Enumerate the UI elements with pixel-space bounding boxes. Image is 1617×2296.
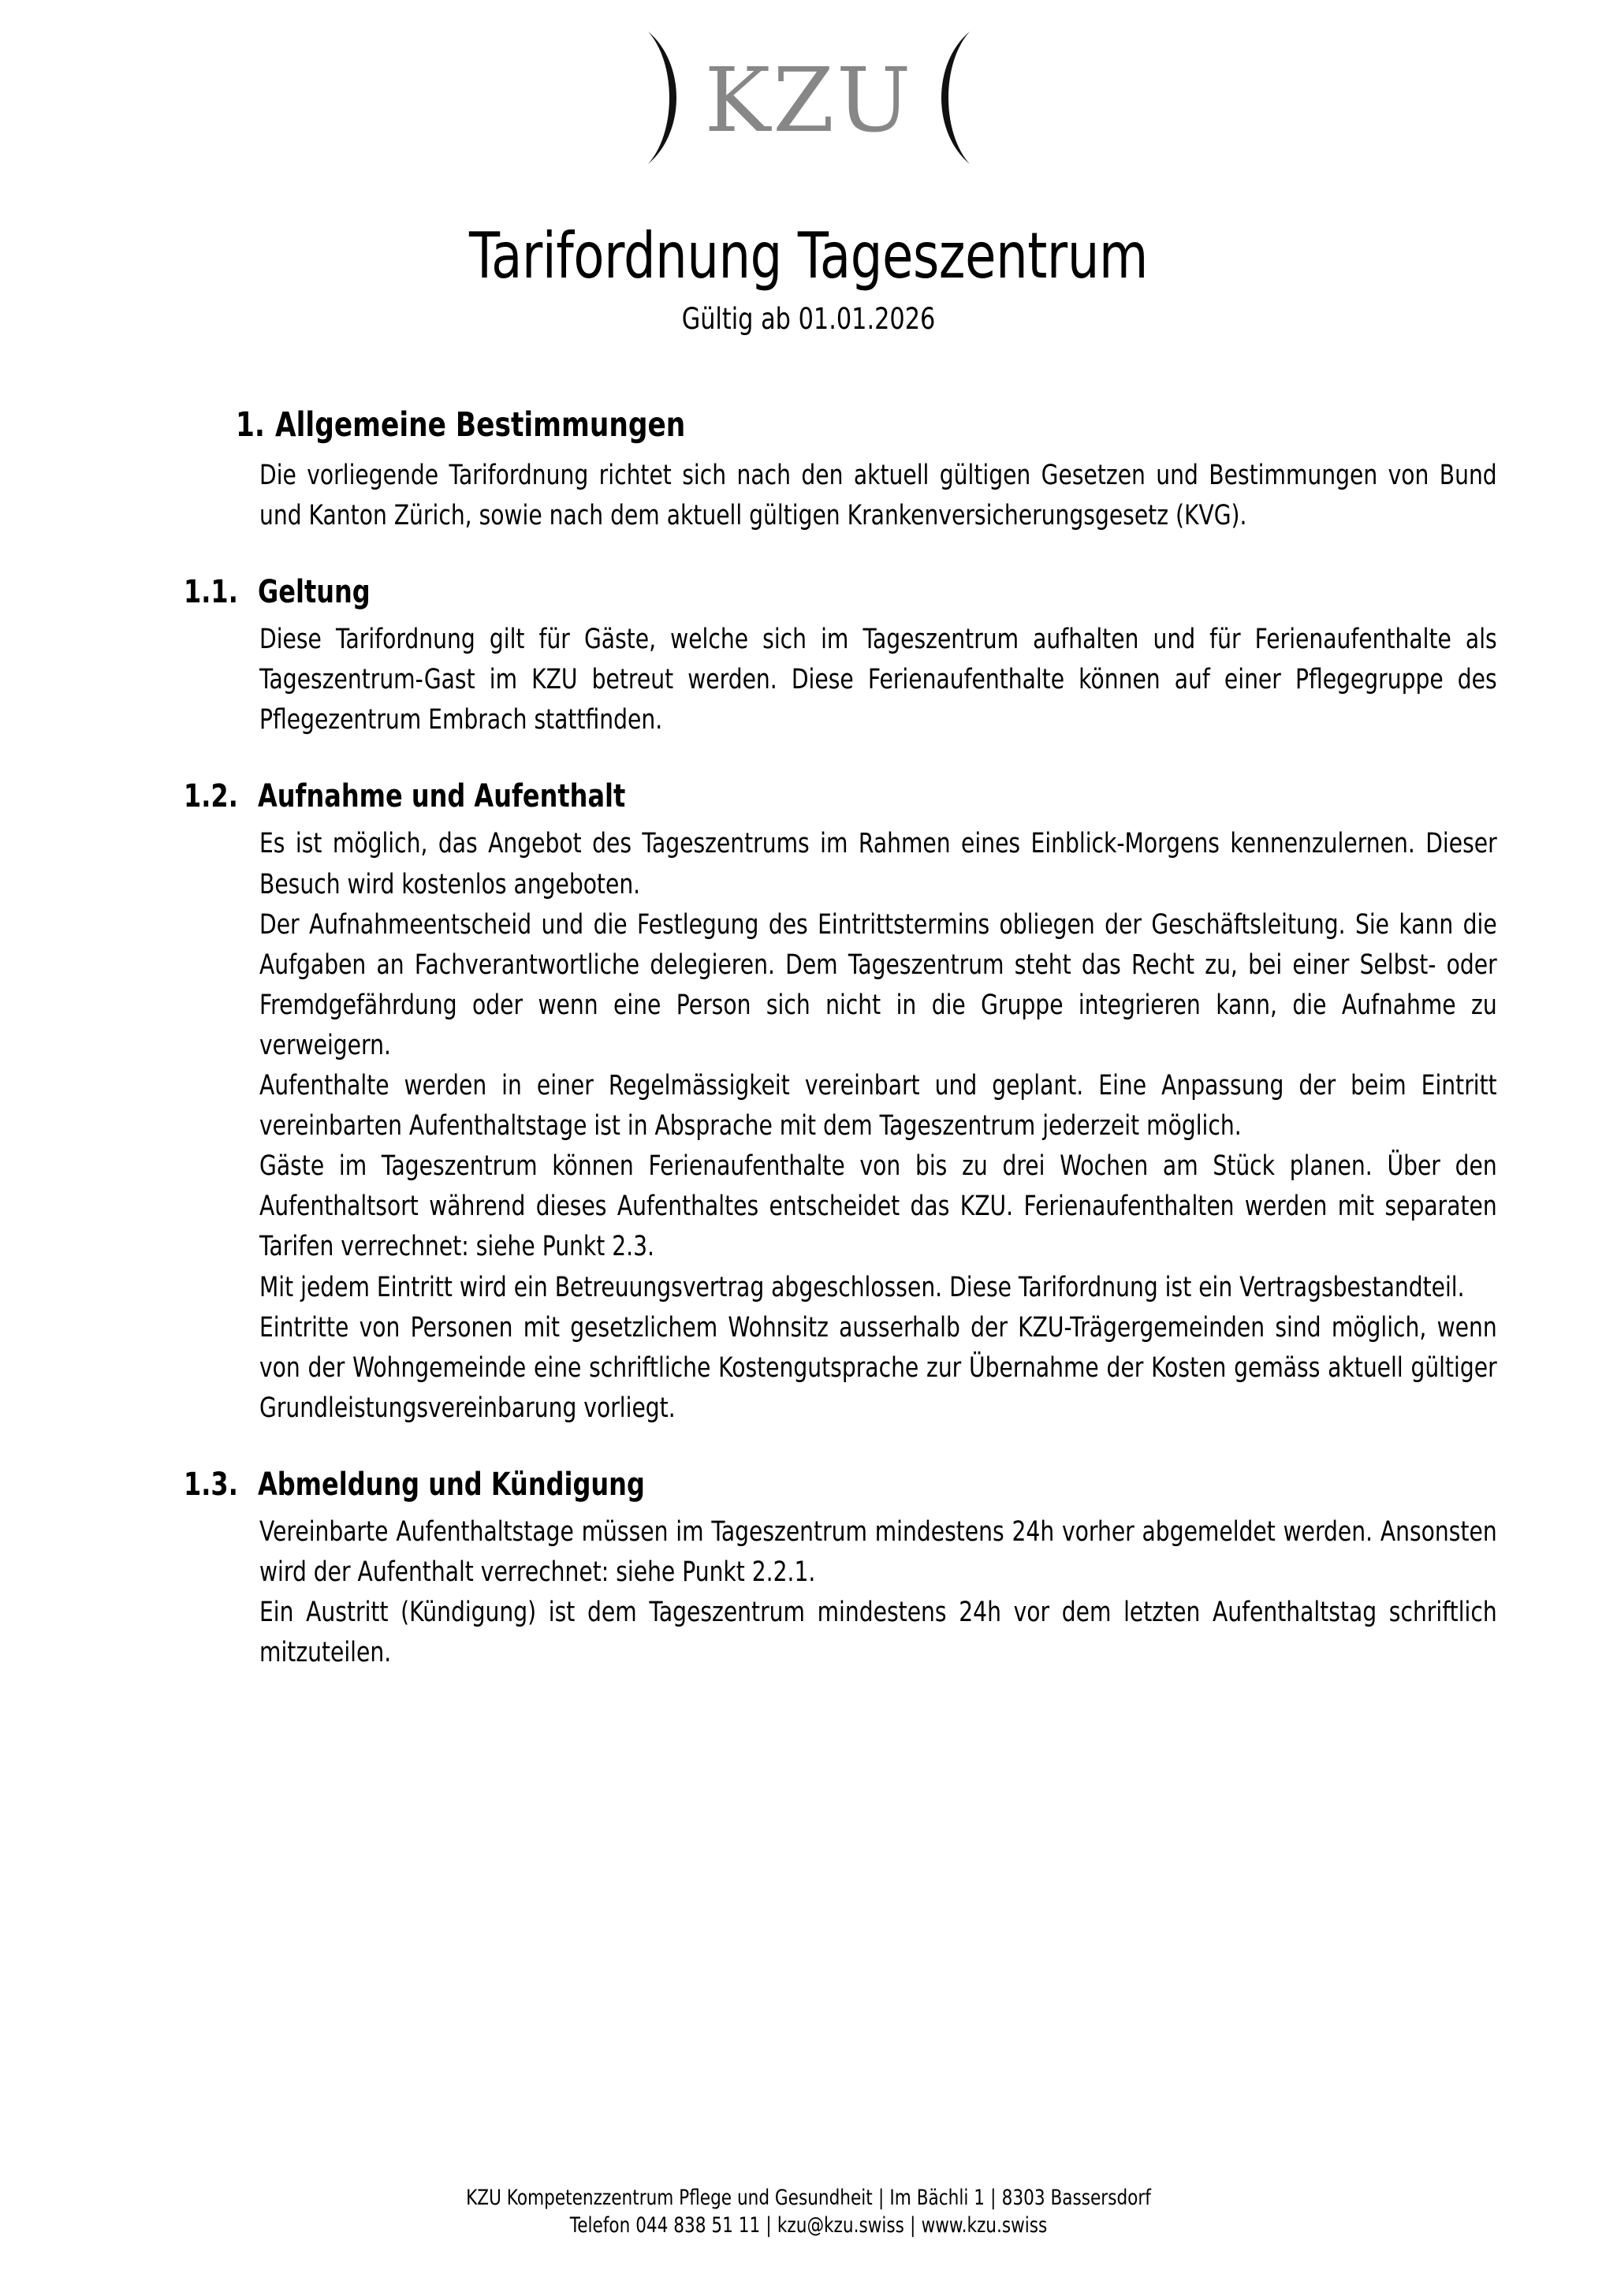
- footer-line-contact: [162, 2212, 1455, 2239]
- kzu-logo-graphic: [628, 27, 990, 169]
- paragraph: Vereinbarte Aufenthaltstage müssen im Tageszentrum mindestens 24h vorher abgemeldet werden. Ansonsten wird der Aufenthalt verrechnet: siehe Punkt 2.2.1.: [259, 1515, 1497, 1588]
- footer-separator: |: [877, 2185, 885, 2210]
- title-block: [0, 219, 1617, 336]
- section-1-1: [184, 574, 1497, 740]
- paragraph: Eintritte von Personen mit gesetzlichem Wohnsitz ausserhalb der KZU-Trägergemeinden sind möglich, wenn von der Wohngemeinde eine schriftliche Kostengutsprache zur Übernahme der Kosten gemäss aktuell gültiger Grundleistungsvereinbarung vorliegt.: [259, 1311, 1497, 1424]
- section-1-2-number: 1.2.: [184, 778, 238, 815]
- section-1-3-body: [259, 1512, 1497, 1673]
- kzu-logo: [0, 0, 1617, 181]
- section-1-1-body: [259, 620, 1497, 740]
- section-1-2-heading: [184, 778, 1496, 814]
- paragraph: Diese Tarifordnung gilt für Gäste, welche sich im Tageszentrum aufhalten und für Ferienaufenthalte als Tageszentrum-Gast im KZU betreut werden. Diese Ferienaufenthalte können auf einer Pflegegruppe des Pflegezentrum Embrach stattfinden.: [259, 624, 1497, 736]
- paragraph: Die vorliegende Tarifordnung richtet sich nach den aktuell gültigen Gesetzen und Bestimmungen von Bund und Kanton Zürich, sowie nach dem aktuell gültigen Krankenversicherungsgesetz (KVG).: [259, 460, 1497, 532]
- footer-line-address: [162, 2184, 1455, 2212]
- footer-separator: |: [766, 2212, 772, 2238]
- document-content: [121, 405, 1496, 1673]
- section-1: [222, 405, 1496, 536]
- footer-separator: |: [910, 2212, 916, 2238]
- section-1-title: Allgemeine Bestimmungen: [275, 405, 686, 445]
- section-1-2: [184, 778, 1497, 1428]
- section-1-2-body: [259, 824, 1497, 1428]
- left-bracket-icon: [648, 32, 676, 164]
- section-1-2-title: Aufnahme und Aufenthalt: [258, 778, 626, 815]
- footer-street: Im Bächli 1: [889, 2185, 985, 2210]
- page-subtitle: Gültig ab 01.01.2026: [681, 302, 936, 336]
- page-title: Tarifordnung Tageszentrum: [469, 219, 1148, 293]
- footer-city: 8303 Bassersdorf: [1001, 2185, 1151, 2210]
- footer-email[interactable]: kzu@kzu.swiss: [777, 2212, 904, 2238]
- section-1-body: [259, 456, 1497, 536]
- paragraph: Ein Austritt (Kündigung) ist dem Tageszentrum mindestens 24h vor dem letzten Aufenthaltstag schriftlich mitzuteilen.: [259, 1597, 1497, 1669]
- section-1-heading: [236, 405, 1496, 445]
- paragraph: Mit jedem Eintritt wird ein Betreuungsvertrag abgeschlossen. Diese Tarifordnung ist ein Vertragsbestandteil.: [259, 1271, 1465, 1303]
- footer-phone: Telefon 044 838 51 11: [569, 2212, 761, 2238]
- section-1-1-number: 1.1.: [184, 574, 238, 611]
- kzu-wordmark: KZU: [704, 50, 913, 152]
- section-1-3-number: 1.3.: [184, 1466, 238, 1503]
- paragraph: Gäste im Tageszentrum können Ferienaufenthalte von bis zu drei Wochen am Stück planen. Über den Aufenthaltsort während dieses Aufenthaltes entscheidet das KZU. Ferienaufenthalten werden mit separaten Tarifen verrechnet: siehe Punkt 2.3.: [259, 1150, 1497, 1263]
- footer-separator: |: [990, 2185, 997, 2210]
- section-1-1-heading: [184, 574, 1496, 610]
- paragraph: Der Aufnahmeentscheid und die Festlegung des Eintrittstermins obliegen der Geschäftsleitung. Sie kann die Aufgaben an Fachverantwortliche delegieren. Dem Tageszentrum steht das Recht zu, bei einer Selbst- oder Fremdgefährdung oder wenn eine Person sich nicht in die Gruppe integrieren kann, die Aufnahme zu verweigern.: [259, 908, 1497, 1061]
- paragraph: Aufenthalte werden in einer Regelmässigkeit vereinbart und geplant. Eine Anpassung der beim Eintritt vereinbarten Aufenthaltstage ist in Absprache mit dem Tageszentrum jederzeit möglich.: [259, 1070, 1497, 1142]
- footer-website[interactable]: www.kzu.swiss: [921, 2212, 1048, 2238]
- paragraph: Es ist möglich, das Angebot des Tageszentrums im Rahmen eines Einblick-Morgens kennenzulernen. Dieser Besuch wird kostenlos angeboten.: [259, 828, 1497, 900]
- right-bracket-icon: [941, 32, 970, 164]
- footer-org-name: KZU Kompetenzzentrum Pflege und Gesundheit: [466, 2185, 873, 2210]
- page-footer: [0, 2184, 1617, 2239]
- section-1-3-heading: [184, 1467, 1496, 1503]
- section-1-3: [184, 1466, 1497, 1673]
- section-1-1-title: Geltung: [258, 574, 371, 611]
- section-1-number: 1.: [236, 405, 266, 445]
- section-1-3-title: Abmeldung und Kündigung: [258, 1466, 645, 1503]
